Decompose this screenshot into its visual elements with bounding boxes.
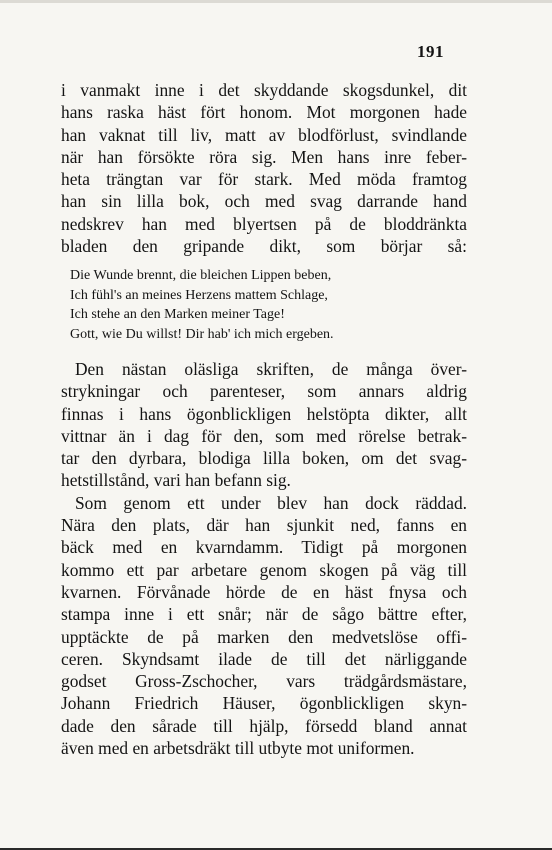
text-line: upptäckte de på marken den medvetslöse offi- xyxy=(61,626,467,647)
text-line: bladen den gripande dikt, som börjar så: xyxy=(61,236,467,257)
text-line: Johann Friedrich Häuser, ögonblickligen skyn- xyxy=(61,693,467,714)
text-line: Den nästan oläsliga skriften, de många över- xyxy=(75,359,467,379)
poem-line: Ich fühl's an meines Herzens mattem Schlage, xyxy=(70,287,328,303)
paragraph-2-and-3 xyxy=(61,358,467,759)
text-line: stampa inne i ett snår; när de sågo bättre efter, xyxy=(61,604,467,625)
poem-quote xyxy=(70,266,450,344)
text-line: finnas i hans ögonblickligen helstöpta dikter, allt xyxy=(61,403,467,424)
text-line: dade den sårade till hjälp, försedd bland annat xyxy=(61,715,467,736)
text-line: hetstillstånd, vari han befann sig. xyxy=(61,470,291,491)
text-line: tar den dyrbara, blodiga lilla boken, om det svag- xyxy=(61,448,467,469)
text-line: heta trängtan var för stark. Med möda framtog xyxy=(61,169,467,190)
text-line: kommo ett par arbetare genom skogen på väg till xyxy=(61,559,467,580)
poem-line: Die Wunde brennt, die bleichen Lippen beben, xyxy=(70,268,332,283)
text-line: hans raska häst fört honom. Mot morgonen hade xyxy=(61,102,467,123)
page-top-edge xyxy=(0,0,552,3)
poem-line: Gott, wie Du willst! Dir hab' ich mich ergeben. xyxy=(70,326,334,342)
page-number: 191 xyxy=(417,42,444,61)
text-line: i vanmakt inne i det skyddande skogsdunkel, dit xyxy=(61,80,467,100)
text-line: bäck med en kvarndamm. Tidigt på morgonen xyxy=(61,537,467,558)
text-line: nedskrev han med blyertsen på de bloddränkta xyxy=(61,213,467,234)
paragraph-1 xyxy=(61,79,467,257)
text-line: kvarnen. Förvånade hörde de en häst fnysa och xyxy=(61,581,467,602)
text-line: vittnar än i dag för den, som med rörelse betrak- xyxy=(61,425,467,446)
text-line: han sin lilla bok, och med svag darrande hand xyxy=(61,191,467,212)
text-line: ceren. Skyndsamt ilade de till det närliggande xyxy=(61,648,467,669)
text-line: godset Gross-Zschocher, vars trädgårdsmästare, xyxy=(61,671,467,692)
poem-line: Ich stehe an den Marken meiner Tage! xyxy=(70,307,285,323)
text-line: han vaknat till liv, matt av blodförlust, svindlande xyxy=(61,124,467,145)
text-line: Nära den plats, där han sjunkit ned, fanns en xyxy=(61,515,467,536)
text-line: strykningar och parenteser, som annars aldrig xyxy=(61,381,467,402)
text-line: när han försökte röra sig. Men hans inre feber- xyxy=(61,146,467,167)
text-line: även med en arbetsdräkt till utbyte mot uniformen. xyxy=(61,738,415,759)
text-line: Som genom ett under blev han dock räddad. xyxy=(75,492,467,513)
